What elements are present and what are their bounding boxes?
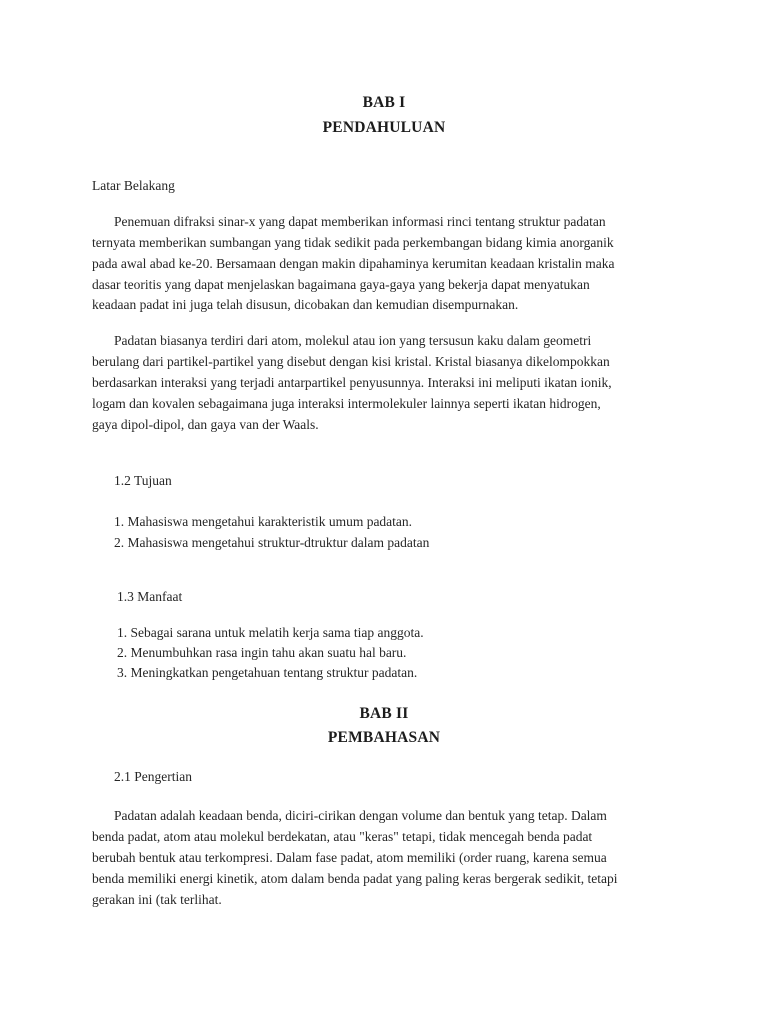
section-heading-pengertian: 2.1 Pengertian (114, 769, 192, 784)
paragraph-line: benda memiliki energi kinetik, atom dalam benda padat yang paling keras bergerak sedikit, tetapi (92, 871, 618, 886)
paragraph-line: benda padat, atom atau molekul berdekatan, atau "keras" tetapi, tidak mencegah benda padat (92, 829, 593, 844)
chapter-title: BAB I (362, 94, 406, 111)
paragraph-line: berubah bentuk atau terkompresi. Dalam fase padat, atom memiliki (order ruang, karena semua (92, 850, 607, 865)
list-item: 1. Mahasiswa mengetahui karakteristik umum padatan. (114, 514, 413, 529)
paragraph-line: dasar teoritis yang dapat menjelaskan bagaimana gaya-gaya yang bekerja dapat menyatukan (92, 277, 590, 292)
paragraph-line: Padatan adalah keadaan benda, diciri-cirikan dengan volume dan bentuk yang tetap. Dalam (114, 808, 607, 823)
paragraph-line: berdasarkan interaksi yang terjadi antarpartikel penyusunnya. Interaksi ini meliputi ikatan ionik, (92, 375, 612, 390)
paragraph-line: keadaan padat ini juga telah disusun, dicobakan dan kemudian disempurnakan. (92, 297, 519, 312)
paragraph-line: pada awal abad ke-20. Bersamaan dengan makin dipahaminya kerumitan keadaan kristalin maka (92, 256, 615, 271)
chapter-subtitle: PEMBAHASAN (327, 729, 441, 746)
list-item: 3. Meningkatkan pengetahuan tentang struktur padatan. (117, 665, 418, 680)
section-heading-latar-belakang: Latar Belakang (92, 178, 175, 193)
paragraph-line: gaya dipol-dipol, dan gaya van der Waals. (92, 417, 319, 432)
paragraph-line: Penemuan difraksi sinar-x yang dapat memberikan informasi rinci tentang struktur padatan (114, 214, 606, 229)
section-heading-tujuan: 1.2 Tujuan (114, 473, 172, 488)
paragraph-line: berulang dari partikel-partikel yang disebut dengan kisi kristal. Kristal biasanya dikelompokkan (92, 354, 610, 369)
section-heading-manfaat: 1.3 Manfaat (117, 589, 183, 604)
paragraph-line: logam dan kovalen sebagaimana juga interaksi intermolekuler lainnya seperti ikatan hidrogen, (92, 396, 601, 411)
list-item: 1. Sebagai sarana untuk melatih kerja sama tiap anggota. (117, 625, 424, 640)
chapter-subtitle: PENDAHULUAN (322, 119, 446, 136)
paragraph-line: Padatan biasanya terdiri dari atom, molekul atau ion yang tersusun kaku dalam geometri (114, 333, 592, 348)
chapter-title: BAB II (359, 705, 409, 722)
list-item: 2. Mahasiswa mengetahui struktur-dtruktur dalam padatan (114, 535, 430, 550)
paragraph-line: gerakan ini (tak terlihat. (92, 892, 222, 907)
paragraph-line: ternyata memberikan sumbangan yang tidak sedikit pada perkembangan bidang kimia anorganik (92, 235, 614, 250)
list-item: 2. Menumbuhkan rasa ingin tahu akan suatu hal baru. (117, 645, 407, 660)
